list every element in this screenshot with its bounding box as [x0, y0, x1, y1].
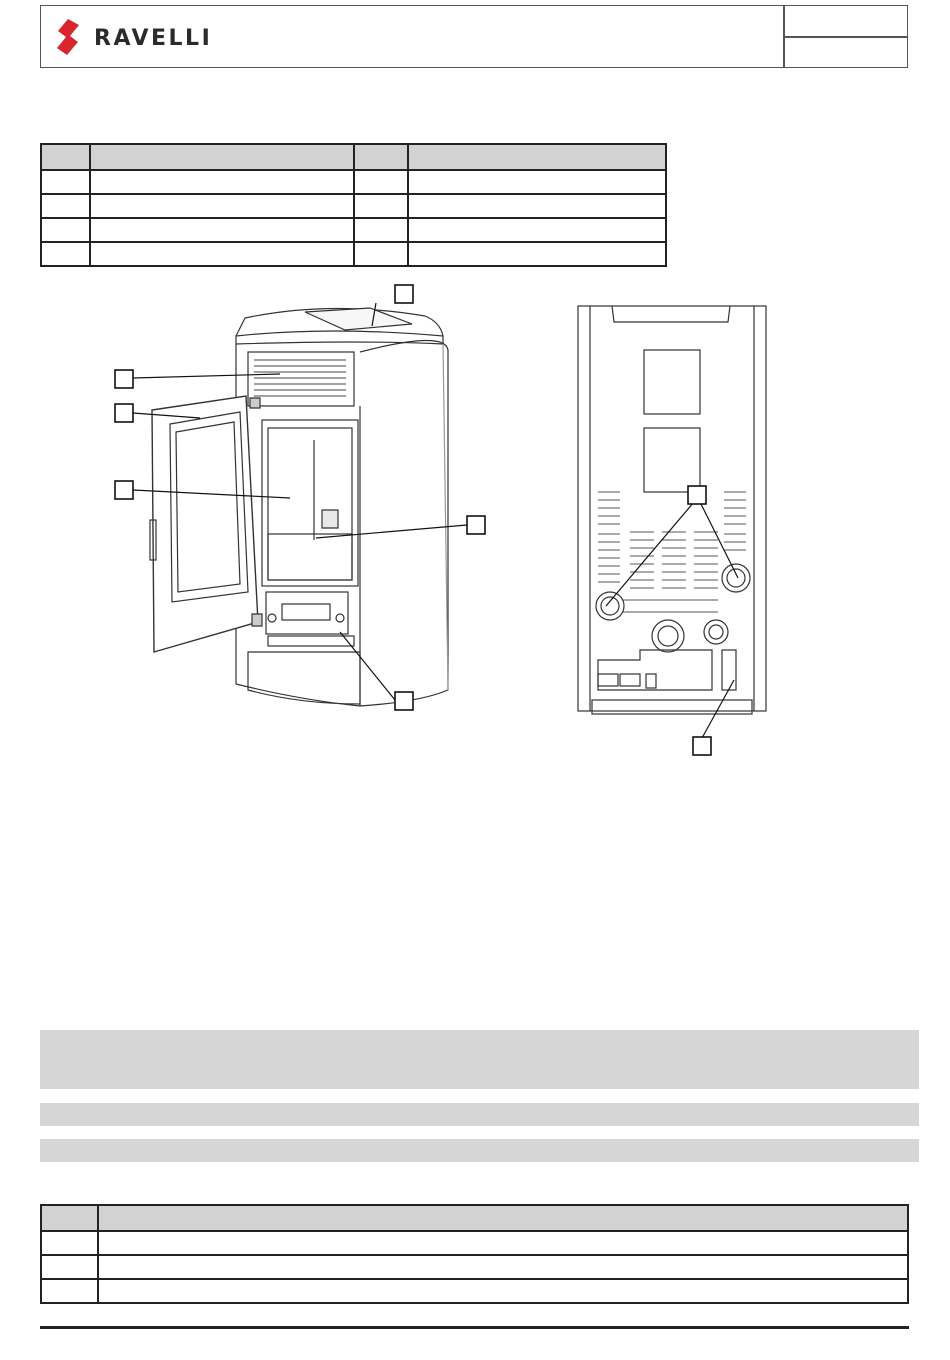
callout-box [115, 404, 133, 422]
table-row [41, 1231, 908, 1255]
note-bar [40, 1139, 919, 1162]
table-cell [41, 1231, 98, 1255]
callout-box [688, 486, 706, 504]
table-header-cell [98, 1205, 908, 1231]
footer-rule [40, 1326, 909, 1329]
note-bar [40, 1103, 919, 1126]
table-header-row [41, 1205, 908, 1231]
callout-box [693, 737, 711, 755]
callout-box [115, 370, 133, 388]
callout-box [395, 285, 413, 303]
table-cell [41, 1255, 98, 1279]
callout-box [467, 516, 485, 534]
callout-box [395, 692, 413, 710]
rear-view-drawing [578, 306, 766, 714]
table-header-cell [41, 1205, 98, 1231]
table-cell [98, 1279, 908, 1303]
callout-box [115, 481, 133, 499]
bottom-table [40, 1204, 909, 1304]
front-view-drawing [150, 308, 448, 706]
table-row [41, 1255, 908, 1279]
table-cell [41, 1279, 98, 1303]
note-bar [40, 1030, 919, 1089]
table-row [41, 1279, 908, 1303]
table-cell [98, 1255, 908, 1279]
table-cell [98, 1231, 908, 1255]
brand-name: RAVELLI [94, 26, 213, 51]
